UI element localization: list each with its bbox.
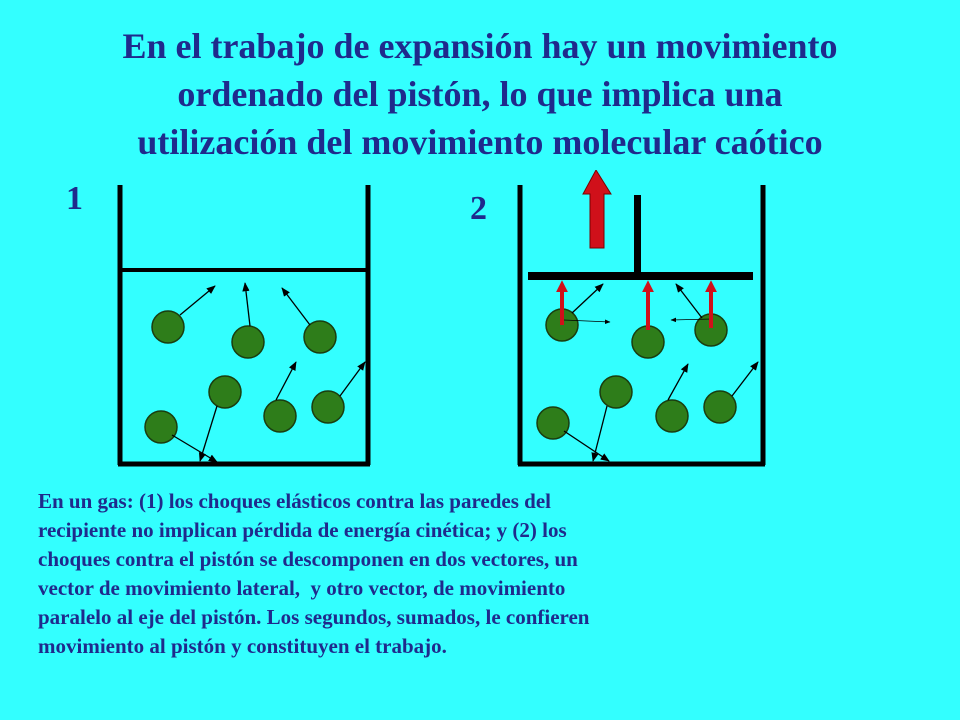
- gas-expansion-diagram: [0, 170, 960, 480]
- container-1: [118, 185, 370, 465]
- molecule: [264, 400, 296, 432]
- piston-rod: [634, 195, 641, 275]
- piston-motion-arrow: [583, 170, 611, 248]
- velocity-arrow: [593, 406, 607, 461]
- molecule: [304, 321, 336, 353]
- molecule: [209, 376, 241, 408]
- molecule: [537, 407, 569, 439]
- molecule: [232, 326, 264, 358]
- velocity-arrow: [282, 288, 310, 325]
- caption-line-6: movimiento al pistón y constituyen el trabajo.: [38, 634, 447, 658]
- caption-line-1: En un gas: (1) los choques elásticos contra las paredes del: [38, 489, 551, 513]
- molecule: [600, 376, 632, 408]
- molecule: [656, 400, 688, 432]
- slide-title: [20, 22, 940, 166]
- explanation-text: [38, 487, 918, 661]
- container-label-2: 2: [470, 190, 487, 227]
- molecule: [312, 391, 344, 423]
- title-line-2: ordenado del pistón, lo que implica una: [177, 74, 783, 114]
- velocity-arrow: [276, 362, 296, 400]
- caption-line-2: recipiente no implican pérdida de energía cinética; y (2) los: [38, 518, 567, 542]
- container-label-1: 1: [66, 180, 83, 217]
- title-line-1: En el trabajo de expansión hay un movimiento: [122, 26, 838, 66]
- molecule: [145, 411, 177, 443]
- container-2: [518, 170, 765, 465]
- title-line-3: utilización del movimiento molecular caótico: [137, 122, 823, 162]
- caption-line-3: choques contra el pistón se descomponen en dos vectores, un: [38, 547, 578, 571]
- velocity-arrow: [732, 362, 758, 396]
- velocity-arrow: [340, 362, 365, 396]
- molecule: [152, 311, 184, 343]
- caption-line-5: paralelo al eje del pistón. Los segundos, sumados, le confieren: [38, 605, 590, 629]
- velocity-arrow: [245, 283, 250, 326]
- velocity-arrow: [572, 284, 603, 313]
- velocity-arrow: [668, 364, 688, 400]
- velocity-arrow: [564, 431, 609, 461]
- molecule: [704, 391, 736, 423]
- velocity-arrow: [676, 284, 702, 318]
- velocity-arrow: [172, 435, 217, 462]
- molecule: [632, 326, 664, 358]
- caption-line-4: vector de movimiento lateral, y otro vector, de movimiento: [38, 576, 566, 600]
- velocity-arrow: [180, 286, 215, 315]
